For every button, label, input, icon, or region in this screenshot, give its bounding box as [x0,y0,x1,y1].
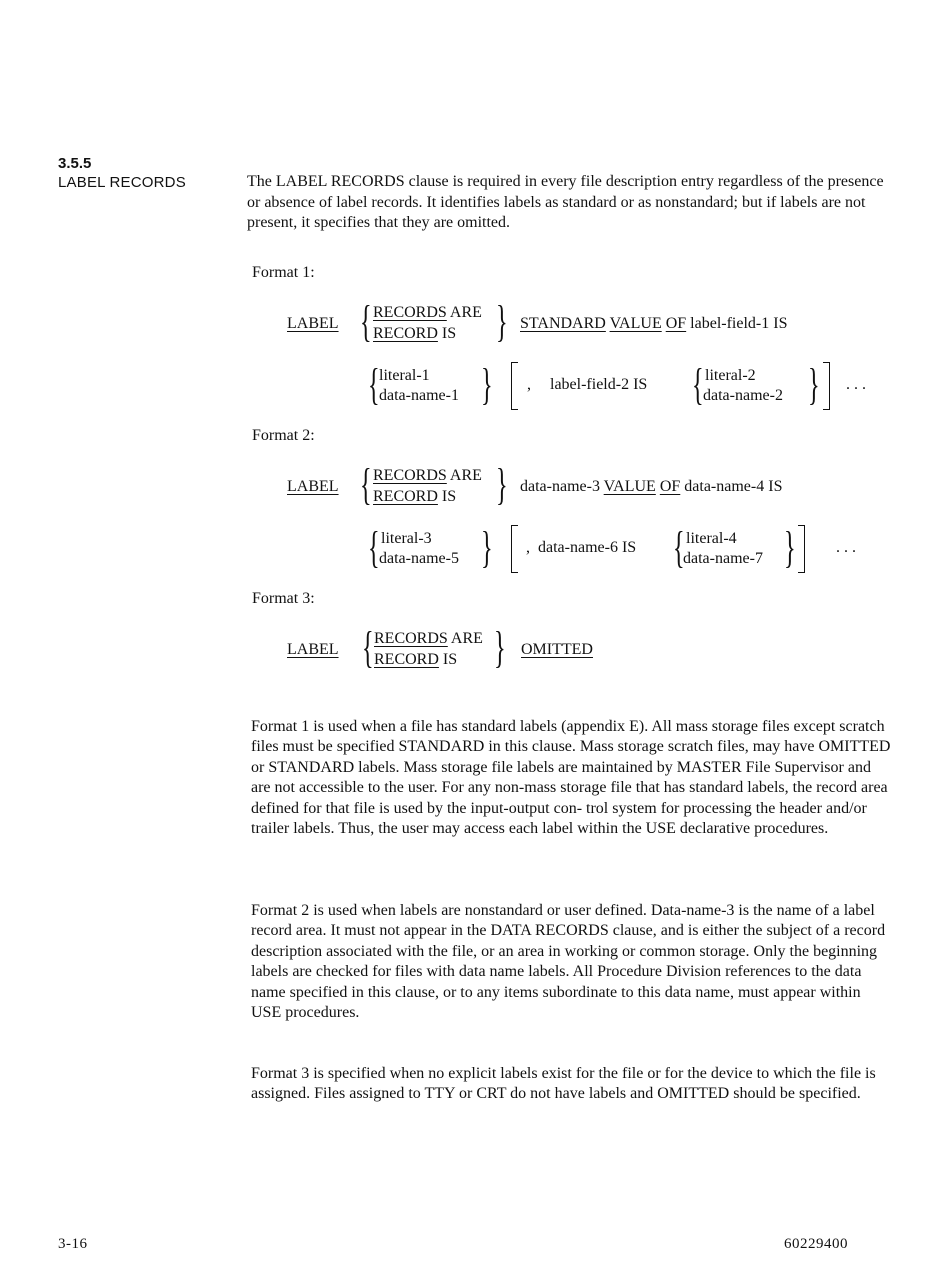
right-brace: } [808,360,820,409]
right-brace: } [496,297,508,346]
page-number: 3-16 [58,1236,88,1252]
alt-literal-4: literal-4 [686,530,737,547]
document-number: 60229400 [784,1236,848,1252]
right-brace: } [784,523,796,572]
left-brace: { [673,523,685,572]
left-bracket [511,525,518,573]
option-record-is: RECORD IS [373,488,457,505]
label-keyword: LABEL [287,478,339,495]
alt-data-name-1: data-name-1 [379,387,459,404]
left-brace: { [362,623,374,672]
alt-data-name-7: data-name-7 [683,550,763,567]
ellipsis: . . . [846,376,866,393]
format-2-label: Format 2: [252,427,315,444]
option-records-are: RECORDS ARE [373,304,482,321]
left-brace: { [360,460,372,509]
alt-literal-1: literal-1 [379,367,430,384]
format-1-paragraph: Format 1 is used when a file has standard labels (appendix E). All mass storage files except scratch files must be specified STANDARD in this clause. Mass storage scratch files, may have OMITTED or STANDARD labels. Mass storage file labels are maintained by MASTER File Supervisor and are not accessible to the user. For any non-mass storage file that has standard labels, the record area defined for that file is used by the input-output con- trol system for processing the header and/or trailer labels. Thus, the user may access each label within the USE declarative procedures. [251,718,891,838]
label-field-2: label-field-2 IS [550,376,648,393]
alt-data-name-2: data-name-2 [703,387,783,404]
omitted-keyword: OMITTED [521,641,593,658]
standard-value-of-clause: STANDARD VALUE OF label-field-1 IS [520,315,788,332]
section-title: LABEL RECORDS [58,174,186,191]
value-of-clause: data-name-3 VALUE OF data-name-4 IS [520,478,783,495]
right-brace: } [481,523,493,572]
left-brace: { [368,360,380,409]
right-brace: } [496,460,508,509]
format-1-label: Format 1: [252,264,315,281]
alt-data-name-5: data-name-5 [379,550,459,567]
comma: , [526,539,530,556]
left-bracket [511,362,518,410]
right-brace: } [481,360,493,409]
format-2-paragraph: Format 2 is used when labels are nonstandard or user defined. Data-name-3 is the name of a label record area. It must not appear in the DATA RECORDS clause, and is either the subject of a record description associated with the file, or an area in working or common storage. Only the beginning labels are checked for files with data name labels. All Procedure Division references to the data name specified in this clause, or to any items subordinate to this data name, must appear within USE procedures. [251,902,886,1022]
ellipsis: . . . [836,539,856,556]
option-record-is: RECORD IS [374,651,458,668]
alt-literal-3: literal-3 [381,530,432,547]
label-keyword: LABEL [287,315,339,332]
option-record-is: RECORD IS [373,325,457,342]
left-brace: { [692,360,704,409]
option-records-are: RECORDS ARE [373,467,482,484]
right-brace: } [494,623,506,672]
format-3-paragraph: Format 3 is specified when no explicit labels exist for the file or for the device to which the file is assigned. Files assigned to TTY or CRT do not have labels and OMITTED should be specified. [251,1065,876,1103]
option-records-are: RECORDS ARE [374,630,483,647]
intro-paragraph: The LABEL RECORDS clause is required in every file description entry regardless of the presence or absence of label records. It identifies labels as standard or as nonstandard; but if labels are not present, it specifies that they are omitted. [247,173,884,231]
data-name-6: data-name-6 IS [538,539,637,556]
left-brace: { [368,523,380,572]
comma: , [527,376,531,393]
right-bracket [798,525,805,573]
alt-literal-2: literal-2 [705,367,756,384]
left-brace: { [360,297,372,346]
label-keyword: LABEL [287,641,339,658]
format-3-label: Format 3: [252,590,315,607]
right-bracket [823,362,830,410]
section-number: 3.5.5 [58,155,92,172]
